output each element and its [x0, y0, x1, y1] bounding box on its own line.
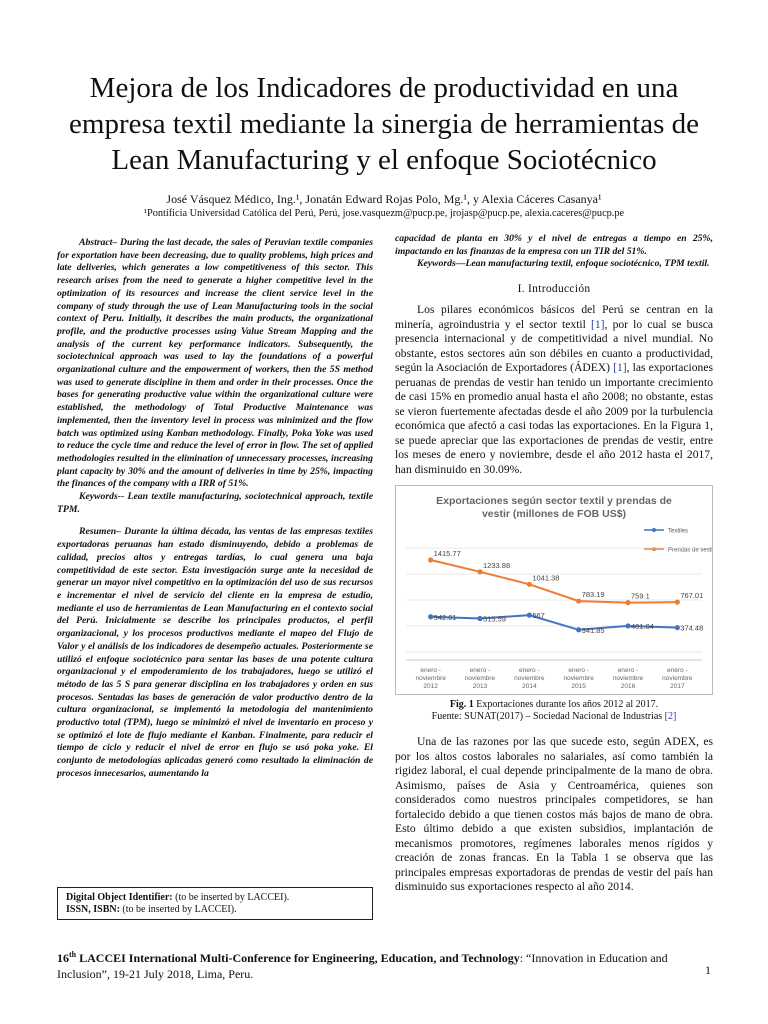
intro-paragraph-2: Una de las razones por las que sucede esto, según ADEX, es por los altos costos laborales no salariales, así como también la rigidez laboral, el cual depende principalmente de la mano de obra. Asimismo, países de Asia y Centroamérica, quienes son considerados como nuestros principales competidores, se han fortalecido debido a que tienen costos más bajos de mano de obra. Esto último debido a que existen subsidios, implantación de mecanismos promotores, regímenes laborales menos rígidos y creación de zonas francas. En la Tabla 1 se observa que las principales empresas exportadoras de prendas de vestir del país han disminuido sus exportaciones respecto al año 2014.	[395, 735, 713, 894]
data-point	[675, 625, 680, 630]
resumen: Resumen– Durante la última década, las ventas de las empresas textiles exportadoras peruanas han estado disminuyendo, debido a problemas de calidad, precios altos y entregas tardías, lo cual genera una baja competitividad de este sector. Esta investigación surge ante la necesidad de generar un mayor nivel competitivo en la optimización del uso de sus recursos e incrementar el nivel de servicio del cliente en la empresa de estudio, mediante el uso de herramientas de Lean Manufacturing en el contexto social del Perú. Inicialmente se describe los principales productos, el perfil organizacional, y los procesos productivos mediante el mapeo del Flujo de Valor y el análisis de los indicadores de desempeño actuales. Posteriormente se utilizó el enfoque sociotécnico para sentar las bases de una potente cultura organizacional y el empoderamiento de los trabajadores, luego se utilizó el método de las 5 S para generar disciplina en los trabajadores y orden en sus procesos. Sentadas las bases de generación de valor productivo dentro de la cultura organizacional, se implementó la metodología del mantenimiento productivo total (TPM), luego se minimizó el nivel de inventario en proceso y se optimizó el lote de flujo mediante el Kanban. Finalmente, para reducir el tiempo de ciclo y reducir el nivel de error en flujo se usó poka yoke. El conjunto de metodologías aplicadas generó como resultado la eliminación de procesos innecesarios, aumentando la	[57, 526, 373, 779]
data-label: 1415.77	[433, 549, 461, 559]
data-label: 542.01	[433, 612, 457, 622]
data-label: 783.19	[581, 590, 605, 600]
intro-paragraph-1	[395, 303, 713, 477]
page-number: 1	[705, 963, 711, 977]
data-label: 374.48	[680, 623, 704, 633]
resumen-continued: capacidad de planta en 30% y el nivel de entregas a tiempo en 25%, impactando en las finanzas de la empresa con un TIR del 51%.	[395, 233, 713, 257]
data-label: 1041.38	[532, 573, 560, 583]
data-point	[625, 600, 630, 605]
doi-value: (to be inserted by LACCEI).	[172, 892, 290, 903]
authors: José Vásquez Médico, Ing.¹, Jonatán Edward Rojas Polo, Mg.¹, y Alexia Cáceres Casanya¹	[166, 192, 602, 206]
title-line: Mejora de los Indicadores de productividad en una	[89, 72, 679, 104]
issn-value: (to be inserted by LACCEI).	[119, 904, 237, 915]
data-point	[428, 557, 433, 562]
abstract-en: Abstract– During the last decade, the sales of Peruvian textile companies for exportation have been decreasing, due to quality problems, high prices and late deliveries, which generates a low competitiveness of this sector. This research arises from the need to generate a higher competitive level in the optimization of its resources and increase the client service level in the company of study through the use of Lean Manufacturing tools in the social context of Peru. Initially, it describes the main products, the organizational profile, and the productive processes using Value Stream Mapping and the analysis of the current key performance indicators. Subsequently, the sociotechnical approach was used to lay the foundations of a powerful organizational culture and the empowerment of workers, then the 5S method was used to generate discipline in them and order in their processes. Once the bases for generating productive value within the organizational culture were established, the methodology of Total Productive Maintenance was implemented, then the inventory level in process was minimized and the flow batch was optimized using Kanban methodology. Finally, Poka Yoke was used to reduce the cycle time and reduce the level of error in flow. The set of applied methodologies resulted in the elimination of unnecessary processes, increasing plant capacity by 30% and the amount of deliveries in time by 25%, impacting the finances of the company with a IRR of 51%.	[57, 237, 373, 490]
x-tick-label: 2017	[670, 683, 685, 691]
x-tick-label: enero -	[420, 667, 441, 675]
footer-details: : “Innovation in Education and Inclusion”, 19-21 July 2018, Lima, Peru.	[57, 951, 668, 981]
x-tick-label: enero -	[469, 667, 491, 675]
x-tick-label: noviembre	[563, 675, 594, 683]
keywords-es: Keywords—Lean manufacturing textil, enfoque sociotécnico, TPM textil.	[417, 258, 710, 270]
issn-label: ISSN, ISBN:	[66, 904, 120, 915]
text-run: , las exportaciones peruanas de prendas de vestir han tenido un importante crecimiento de casi 15% en promedio anual hasta el año 2008; no obstante, estas se vieron fuertemente afectadas desde el año 2009 por la turbulencia económica que afectó a casi todas las exportaciones. En la Figura 1, se puede apreciar que las exportaciones de prendas de vestir, entre los meses de enero y noviembre, desde el año 2012 hasta el 2017, han disminuido en 30.09%.	[395, 361, 713, 476]
x-tick-label: enero -	[568, 667, 589, 675]
x-tick-label: enero -	[617, 667, 639, 675]
data-label: 401.04	[631, 622, 654, 632]
text-run: Los pilares económicos básicos del Perú se centran en la minería, agroindustria y el sector textil	[395, 303, 713, 331]
left-column	[57, 237, 373, 781]
data-point	[527, 613, 532, 618]
x-tick-label: 2012	[423, 683, 438, 691]
x-tick-label: noviembre	[612, 675, 644, 683]
caption-text: Exportaciones durante los años 2012 al 2017.	[473, 699, 659, 711]
footer-sup: th	[69, 950, 77, 959]
chart-svg	[396, 486, 712, 694]
page-footer	[57, 947, 713, 982]
citation-link[interactable]: [1]	[613, 361, 627, 375]
data-point	[576, 627, 581, 632]
data-point	[625, 623, 630, 628]
citation-link[interactable]: [2]	[664, 711, 677, 723]
chart-title-line: Exportaciones según sector textil y prendas de	[436, 495, 672, 508]
x-tick-label: 2015	[571, 683, 586, 691]
keywords-en: Keywords-- Lean textile manufacturing, sociotechnical approach, textile TPM.	[57, 491, 373, 515]
text-run: , por lo cual se busca presencia internacional y de competitividad a nivel mundial. No obstante, estos sectores aún son débiles en cuanto a productividad, según la Asociación de Exportadores (ÁDEX)	[395, 317, 713, 375]
x-tick-label: 2013	[472, 683, 488, 691]
data-point	[527, 582, 532, 587]
right-column	[395, 233, 713, 895]
data-label: 1233.88	[483, 560, 511, 570]
doi-box	[57, 887, 373, 920]
x-tick-label: noviembre	[514, 675, 545, 683]
doi-label: Digital Object Identifier:	[66, 892, 173, 903]
data-point	[675, 600, 680, 605]
data-label: 759.1	[631, 591, 650, 601]
footer-num: 16	[57, 951, 69, 965]
x-tick-label: 2016	[620, 683, 636, 691]
citation-link[interactable]: [1]	[591, 317, 605, 331]
chart-title-line: vestir (millones de FOB US$)	[481, 508, 627, 521]
x-tick-label: enero -	[519, 667, 540, 675]
x-tick-label: 2014	[522, 683, 537, 691]
data-point	[477, 616, 482, 621]
legend-label: Textiles	[668, 528, 689, 535]
title-line: Lean Manufacturing y el enfoque Sociotécnico	[111, 144, 657, 176]
data-label: 767.01	[680, 591, 704, 601]
data-label: 515.59	[483, 614, 506, 624]
data-label: 341.85	[581, 625, 605, 635]
x-tick-label: noviembre	[662, 675, 693, 683]
legend-marker	[652, 528, 656, 532]
caption-label: Fig. 1	[449, 699, 474, 711]
data-point	[428, 614, 433, 619]
affiliation: ¹Pontificia Universidad Católica del Perú, Perú, jose.vasquezm@pucp.pe, jrojasp@pucp.pe, alexia.caceres@pucp.pe	[143, 208, 625, 219]
exports-chart	[395, 485, 713, 695]
legend-marker	[652, 547, 656, 551]
data-label: 567	[532, 611, 545, 621]
x-tick-label: noviembre	[464, 675, 496, 683]
figure-caption	[395, 699, 713, 723]
caption-source: Fuente: SUNAT(2017) – Sociedad Nacional de Industrias	[431, 711, 665, 723]
data-point	[576, 599, 581, 604]
data-point	[477, 569, 482, 574]
section-title: I. Introducción	[517, 283, 591, 296]
x-tick-label: enero -	[667, 667, 688, 675]
legend-label: Prendas de vestir	[668, 547, 712, 554]
footer-conference: LACCEI International Multi-Conference for Engineering, Education, and Technology	[76, 951, 520, 965]
x-tick-label: noviembre	[415, 675, 446, 683]
title-line: empresa textil mediante la sinergia de herramientas de	[69, 108, 699, 140]
paper-title	[40, 70, 728, 178]
